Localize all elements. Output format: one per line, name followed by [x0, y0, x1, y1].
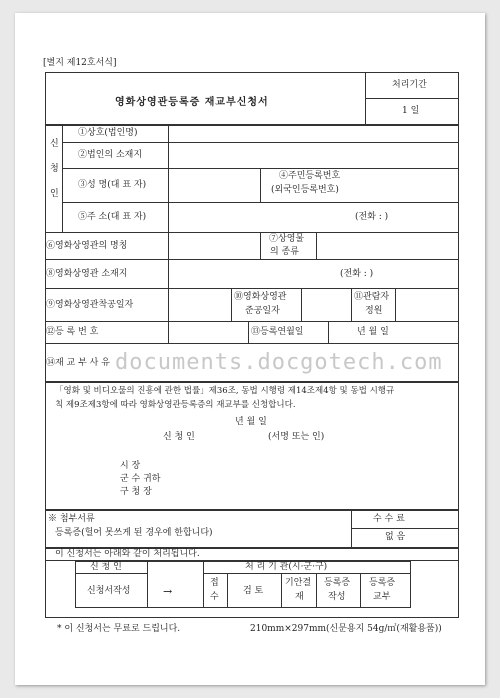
reg-date-value: 년 월 일: [357, 327, 389, 337]
signature-field: (서명 또는 인): [268, 432, 325, 442]
label-reg-no: ⑫등 록 번 호: [46, 327, 99, 337]
label-corp-address: ②법인의 소재지: [78, 150, 143, 160]
step-5-a: 등록증: [369, 578, 396, 588]
form-title: 영화상영관등록증 재교부신청서: [115, 97, 269, 108]
watermark: documents.docgotech.com: [115, 350, 443, 375]
label-theater-location: ⑧영화상영관 소재지: [46, 269, 128, 279]
label-company: ①상호(법인명): [78, 128, 138, 138]
processing-value: 1 일: [402, 106, 420, 116]
step-4-b: 작성: [328, 592, 346, 602]
form-sheet: [15, 13, 485, 685]
label-completion-2: 준공일자: [245, 306, 280, 316]
label-theater-name: ⑥영화상영관의 명칭: [46, 241, 128, 251]
step-2-a: 검 토: [243, 586, 264, 596]
statement-applicant: 신 청 인: [163, 432, 195, 442]
attachments-header: ※ 첨부서류: [48, 514, 95, 524]
recipient-city: 시 장: [120, 461, 141, 471]
recipient-county: 군 수 귀하: [120, 474, 161, 484]
statement-line-2: 칙 제9조제3항에 따라 영화상영관등록증의 재교부를 신청합니다.: [55, 400, 296, 410]
phone-field-1: (전화 : ): [355, 212, 389, 222]
applicant-label-1: 신: [50, 139, 59, 149]
step-3-a: 기안결: [285, 578, 312, 588]
process-write: 신청서작성: [87, 586, 131, 596]
applicant-label-2: 청: [50, 164, 59, 174]
label-content-type-1: ⑦상영물: [269, 234, 305, 244]
step-1-a: 접: [210, 578, 219, 588]
label-address: ⑤주 소(대 표 자): [78, 212, 147, 222]
statement-date: 년 월 일: [235, 417, 267, 427]
process-agency-header: 처 리 기 관(시·군·구): [245, 562, 328, 572]
phone-field-2: (전화 : ): [340, 269, 374, 279]
step-3-b: 재: [295, 592, 304, 602]
processing-label: 처리기간: [392, 80, 427, 90]
label-seats-2: 정원: [365, 306, 383, 316]
fee-label: 수 수 료: [373, 514, 405, 524]
statement-line-1: 「영화 및 비디오물의 진흥에 관한 법률」제36조, 동법 시행령 제14조제4항 및 동법 시행규: [55, 386, 395, 396]
step-1-b: 수: [210, 592, 219, 602]
step-5-b: 교부: [373, 592, 391, 602]
form-id: [별지 제12호서식]: [43, 58, 117, 68]
label-start-date: ⑨영화상영관착공일자: [46, 300, 134, 310]
process-applicant-header: 신 청 인: [90, 562, 122, 572]
label-content-type-2: 의 종류: [270, 247, 299, 257]
applicant-label-3: 인: [50, 189, 59, 199]
label-foreign-no: (외국인등록번호): [271, 185, 339, 195]
recipient-district: 구 청 장: [120, 487, 152, 497]
fee-value: 없 음: [385, 532, 406, 542]
arrow-icon: →: [163, 585, 173, 598]
attachments-item: 등록증(헐어 못쓰게 된 경우에 한합니다): [55, 528, 213, 538]
label-reg-date: ⑬등록연월일: [251, 327, 304, 337]
label-seats-1: ⑪관람자: [354, 292, 390, 302]
footer-note: * 이 신청서는 무료로 드립니다.: [57, 624, 181, 634]
step-4-a: 등록증: [324, 578, 351, 588]
label-resident-no: ④주민등록번호: [279, 171, 341, 181]
process-note: 이 신청서는 아래와 같이 처리됩니다.: [55, 549, 200, 559]
label-reason: ⑭재 교 부 사 유: [46, 358, 110, 368]
footer-paper: 210mm×297mm(신문용지 54g/㎡(재활용품)): [250, 624, 442, 634]
label-name: ③성 명(대 표 자): [78, 180, 147, 190]
label-completion-1: ⑩영화상영관: [234, 292, 287, 302]
